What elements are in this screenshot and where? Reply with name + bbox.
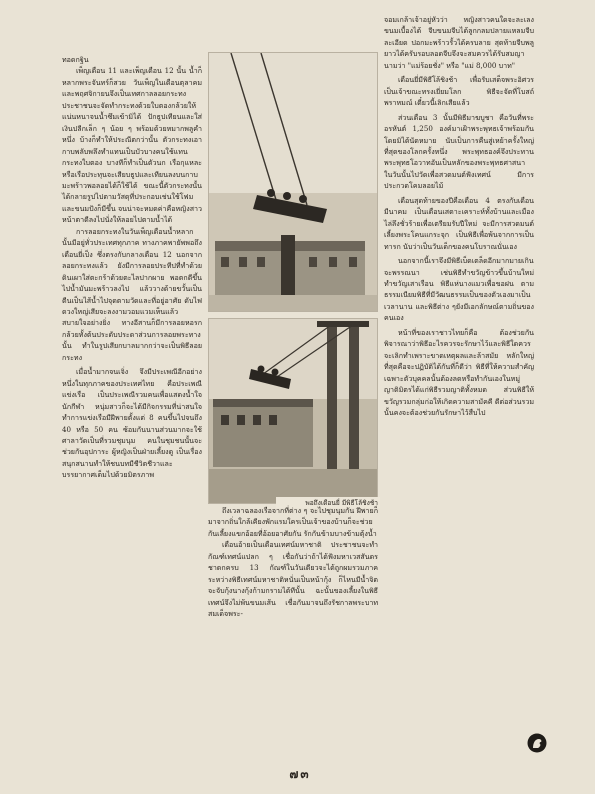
page-number: ๗๓ xyxy=(289,767,311,781)
paragraph: เดือนอ้ายเป็นเดือนเทศน์มหาชาติ ประชาชนจะทำกัณฑ์เทศน์แปลก ๆ เชื่อกันว่าถ้าได้ฟังมหาเวสสันดรชาดกครบ 13 กัณฑ์ในวันเดียวจะได้ถูกผมรวมภาค ระหว่างพิธีเทศน์มหาชาติหนั่นเป็นหน้ากุ้ง ก็ไหนมีน้ำจิตจะจับกุ้งนางกุ้งก้ามกรามได้ทีนั้น ฉะนั้นของเลี้ยงในพิธีเทศน์จึงไม่พ้นขนมเส้น เชื่อกันมาจนถึงรัชกาลพระบาทสมเด็จพระ- xyxy=(208,540,378,619)
text-column-left xyxy=(62,54,202,481)
paragraph: จอมเกล้าเจ้าอยู่หัวว่า หญิงสาวคนใดจะละเลงขนมเบื้องได้ จีบขนมจีบได้ลูกกลมปลายแหลมจีบละเอียด ปอกมะพร้าวรั้วได้ครบลาย สุดท้ายจีบพลูยาวได้ครับรอบลอดจีบจึงจะสมควรได้รับสมญานามว่า "แม่ร้อยชั่ง" หรือ "แม่ 8,000 บาท" xyxy=(384,15,534,70)
paragraph: ถึงเวลาฉลองเรือจากที่ต่าง ๆ จะไปชุมนุมกัน ฝีพายก็มาจากถิ่นใกล้เคียงพักแรมใครเป็นเจ้าของบ้านก็จะช่วยกันเลี้ยงแขกอ้อยที่อ้อยอาศัยกัน รักกันข้ามบางข้ามตุ้งน้ำ xyxy=(208,506,378,538)
photo-caption: พอถึงเดือนยี่ มีพิธีโล้ชิงช้า xyxy=(276,497,380,508)
paragraph: ส่วนเดือน 3 นั้นมีพิธีมาฆบูชา คือวันที่พระอรหันต์ 1,250 องค์มาเฝ้าพระพุทธเจ้าพร้อมกันโดยมิได้นัดหมาย นับเป็นการคืนสู่เหย้าครั้งใหญ่ที่สุดของโลกครั้งหนึ่ง พระพุทธองค์จึงประทานพระพุทธโอวาทอันเป็นหลักของพระพุทธศาสนา ในวันนั้นไปวัดเพื่อสวดมนต์ฟังเทศน์ มีการประกวดโคมลอยไม้ xyxy=(384,112,534,191)
text-column-right xyxy=(384,14,534,418)
section-heading: ทอดกฐิน xyxy=(62,55,89,64)
paragraph: เดือนสุดท้ายของปีคือเดือน 4 ตรงกับเดือนมีนาคม เป็นเดือนเสดาะเคราะห์ทั้งบ้านและเมือง ไล่ลึงชั่วร้ายเพื่อเตรียมรับปีใหม่ จะมีการสวดมนต์เลี้ยงพระโคนแกระจุก เป็นพิธีเพื่อพ้นจากการเป็นทารก นับว่าเป็นวันเด็กของคนโบราณนั่นเอง xyxy=(384,195,534,251)
paragraph: การลอยกระทงในวันเพ็ญเดือนน้ำหลากนั้นมีอยู่ทั่วประเทศทุกภาค ทางภาคพายัพพอถึงเดือนยี่เป็ง ซึ่งตรงกับกลางเดือน 12 นอกจากลอยกระทงแล้ว ยังมีการลอยประทีปที่ทำด้วยดินเผาใส่ตะกร้าด้วยตะไลปากผาย พอตกดีขึ้นไปน้ำมันมะพร้าวลงไป แล้ววางด้ายขวั้นเป็นตีนเป็นไส้น้ำไปจุดตามวัดและที่อยู่อาศัย ดับไฟดวงใหญ่เสียจะลงงามวอมแวมเห็นแล้วสบายใจอย่างยิ่ง ทางอีสานก็มีการลอยหอรกกล้วยทั้งต้นประดับประดาส่วนการลอยพระทางนั้น ทำในรูปเสียกบาลมากกว่าจะเป็นพิธีลอยกระทง xyxy=(62,226,202,362)
paragraph: เพ็ญเดือน 11 และเพ็ญเดือน 12 นั้น น้ำก็หลากพระจันทร์ก็สวย วันเพ็ญในเดือนตุลาคมและพฤศจิกายนจึงเป็นเทศกาลลอยกระทง ประชาชนจะจัดทำกระทงด้วยใบตองกล้วยให้แน่นหนาจนน้ำซึมเข้ามิได้ ปักธูปเทียนและใส่เงินปลีกเล็ก ๆ น้อย ๆ พร้อมด้วยหมากพลูคำหนึ่ง บ้างก็ทำให้ประณีตกว่านั้น ตัวกระทงเอากาบพลับพลึงทำแทนเป็นบัวบางคนใช้แทนกระทงใบตอง บางทีก็ทำเป็นตัวนก เรือกุแหละหรือเรือประทุนจะเสียบธูปและเทียนลงบนกาบมะพร้าวพอลอยได้ก็ใช้ได้ ขณะนี้ตัวกระทงนั้นได้กลายรูปไปตามวัสดุที่ประกอบเช่นใช้โฟมและขนมปังก็มีขึ้น จนน่าจะหมดค่าคือหญิงสาวหน้าตาดีลงไปนั่งให้ลอยไปตามน้ำได้ xyxy=(62,66,202,225)
paragraph: เดือนยี่มีพิธีโล้ชิงช้า เพื่อรับเสด็จพระอิศวรเป็นเจ้าขณะทรงเยี่ยมโลก พิธีจะจัดที่โบสถ์พราหมณ์ เดี๋ยวนี้เลิกเสียแล้ว xyxy=(384,75,534,108)
text-column-middle xyxy=(208,505,378,620)
paragraph: เมื่อน้ำมากจนเจิ่ง จึงมีประเพณีอีกอย่างหนึ่งในทุกภาคของประเทศไทย คือประเพณีแข่งเรือ เป็นประเพณีรวมคนเพื่อแสดงน้ำใจนักกีฬา หนุ่มสาวก็จะได้มีกิจกรรมที่น่าสนใจทำการแข่งเรือมีฝีพายตั้งแต่ 8 คนขึ้นไปจนถึง 40 หรือ 50 คน ซ้อมกันนานส่วนมากจะใช้ศาลาวัดเป็นที่รวมชุมนุม คนในชุมชนนั้นจะช่วยกันอุปการะ ผู้หญิงเป็นฝ่ายเลี้ยงดู เป็นเรื่องสนุกสนานทำให้ชนบทมีชีวิตชีวาและบรรยากาศเต็มไปด้วยมิตรภาพ xyxy=(62,367,202,480)
profile-silhouette-icon xyxy=(527,733,547,753)
giant-swing-photo xyxy=(208,318,378,504)
swing-ceremony-photo xyxy=(208,52,378,312)
paragraph: หน้าที่ของเราชาวไทยก็คือ ต้องช่วยกันพิจารณาว่าพิธีอะไรควรจะรักษาไว้และพิธีใดควรจะเลิกทำเพราะขาดเหตุผลและล้าสมัย หลักใหญ่ที่สุดคือจะปฏิบัติได้กันที่ก็ดีว่า พิธีที่ให้ความสำคัญเฉพาะตัวบุคคลนั้นต้องลดหรือทำกันเองในหมู่ญาติมิตรได้แก่พิธีรวมญาติทั้งหมด ส่วนพิธีให้ขวัญรวมกลุ่มก่อให้เกิดความสามัคคี ดีต่อส่วนรวมนั้นคงจะต้องช่วยกันรักษาไว้สืบไป xyxy=(384,327,534,417)
paragraph: นอกจากนี้เราจึงมีพิธีเบ็ดเตล็ดอีกมากมายเกินจะพรรณนา เช่นพิธีทำขวัญข้าวขึ้นบ้านใหม่ ทำขวัญเสาเรือน พิธีแห่นางแมวเพื่อขอฝน ตามธรรมเนียมพิธีที่มีวัฒนธรรมเป็นของตัวเองมาเป็นเวลานาน และพิธีต่าง ๆยังมีเอกลักษณ์ตามถิ่นของคนเอง xyxy=(384,256,534,323)
